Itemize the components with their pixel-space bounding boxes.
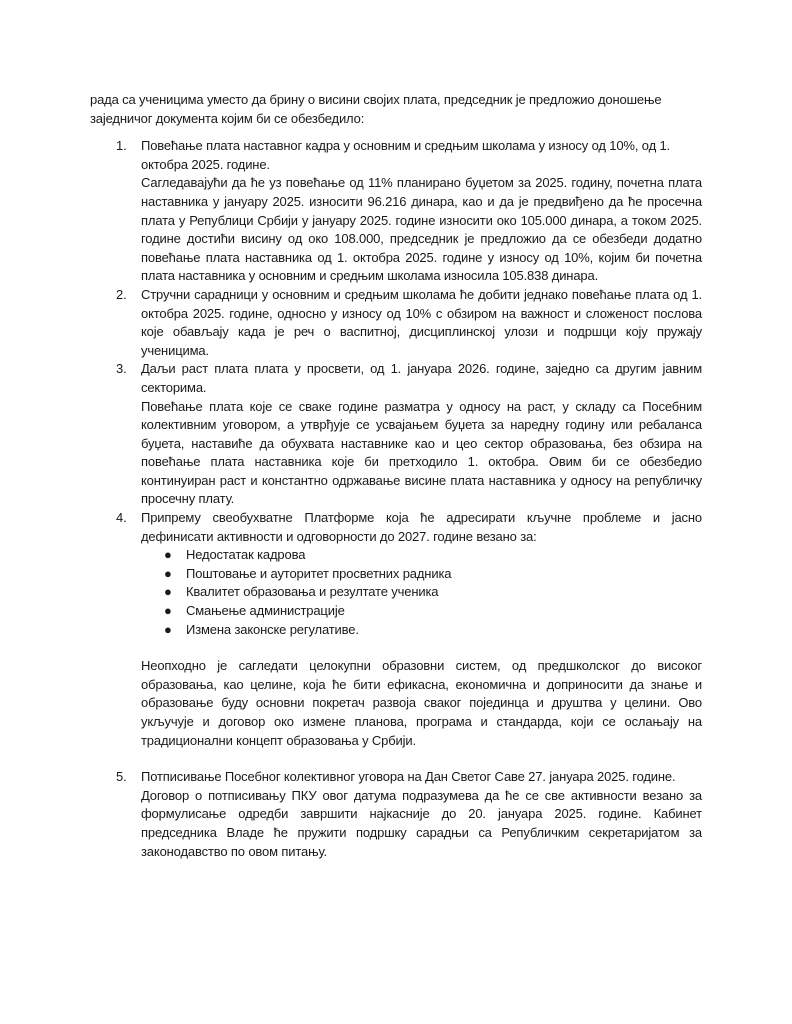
numbered-list-final — [90, 768, 702, 861]
spacer — [90, 639, 702, 657]
bullet-text: Смањење администрације — [186, 603, 345, 619]
bullet-icon: ● — [164, 621, 172, 637]
bullet-item — [90, 565, 702, 584]
bullet-item — [90, 602, 702, 621]
numbered-list-continued — [90, 657, 702, 750]
bullet-icon: ● — [164, 565, 172, 581]
item-title: Стручни сарадници у основним и средњим школама ће добити једнако повећање плата од 1. октобра 2025. године, односно у износу од 10% с обзиром на важност и сложеност послова које обављају када је реч о васпитној, дисциплинској улози и подршци коју пружају ученицима. — [141, 286, 702, 358]
bullet-icon: ● — [164, 603, 172, 619]
item-body: Договор о потписивању ПКУ овог датума подразумева да ће се све активности везано за формулисање одредби завршити најкасније до 20. јануара 2025. године. Кабинет председника Владе ће пружити подршку сарадњи са Републичким секретаријатом за законодавство по овом питању. — [141, 787, 702, 859]
item-title: Даљи раст плата плата у просвети, од 1. јануара 2026. године, заједно са другим јавним секторима. — [141, 361, 702, 395]
bullet-icon: ● — [164, 547, 172, 563]
item-title: Припрему свеобухватне Платформе која ће адресирати кључне проблеме и јасно дефинисати активности и одговорности до 2027. године везано за: — [141, 510, 702, 544]
item-title: Потписивање Посебног колективног уговора на Дан Светог Саве 27. јануара 2025. године. — [141, 769, 676, 785]
item-body: Сагледавајући да ће уз повећање од 11% планирано буџетом за 2025. годину, почетна плата наставника у јануару 2025. износити 96.216 динара, као и да је предвиђено да ће просечна плата у Републици Србији у јануару 2025. године износити око 105.000 динара, а током 2025. године достићи висину од око 108.000, председник је предложио да се обезбеди додатно повећање плата наставника од 1. октобра 2025. године у износу од 10%, којим би почетна плата наставника у основним и средњим школама износила 105.838 динара. — [141, 175, 702, 284]
item-number: 1. — [116, 138, 127, 154]
item-number: 5. — [116, 769, 127, 785]
item-body: Неопходно је сагледати целокупни образовни систем, од предшколског до високог образовања, као целине, која ће бити ефикасна, економична и доприносити да знање и образовање буду основни покретач развоја сваког појединца и друштва у целини. Ово укључује и договор око измене планова, програма и стандарда, који се ослањају на традиционални концепт образовања у Србији. — [141, 658, 702, 748]
bullet-item — [90, 583, 702, 602]
spacer — [90, 750, 702, 768]
bullet-item — [90, 546, 702, 565]
item-number: 4. — [116, 510, 127, 526]
list-item-2 — [90, 286, 702, 360]
list-item-3 — [90, 360, 702, 509]
list-item-5 — [90, 768, 702, 861]
bullet-icon: ● — [164, 584, 172, 600]
bullet-text: Недостатак кадрова — [186, 547, 306, 563]
item-title: Повећање плата наставног кадра у основним и средњим школама у износу од 10%, од 1. октобра 2025. године. — [141, 138, 671, 172]
list-item-4 — [90, 509, 702, 546]
bullet-text: Поштовање и ауторитет просветних радника — [186, 565, 452, 581]
bullet-text: Измена законске регулативе. — [186, 621, 359, 637]
item-number: 2. — [116, 286, 127, 302]
item-body: Повећање плата које се сваке године разматра у односу на раст, у складу са Посебним колективним уговором, а утврђује се усвајањем буџета за наредну годину или ребаланса буџета, наставиће да обухвата наставнике као и цео сектор образовања, без обзира на повећање плата наставника које би претходило 1. октобра. Овим би се обезбедио континуиран раст и константно одржавање висине плата наставника у односу на републичку просечну плату. — [141, 398, 702, 507]
list-item-4-body — [90, 657, 702, 750]
bullet-list — [90, 546, 702, 639]
item-number: 3. — [116, 361, 127, 377]
bullet-text: Квалитет образовања и резултате ученика — [186, 584, 439, 600]
numbered-list — [90, 137, 702, 546]
intro-paragraph: рада са ученицима уместо да брину о висини својих плата, председник је предложио доношење заједничог документа којим би се обезбедило: — [90, 92, 662, 126]
list-item-1 — [90, 137, 702, 286]
bullet-item — [90, 621, 702, 640]
document-page — [90, 91, 702, 861]
